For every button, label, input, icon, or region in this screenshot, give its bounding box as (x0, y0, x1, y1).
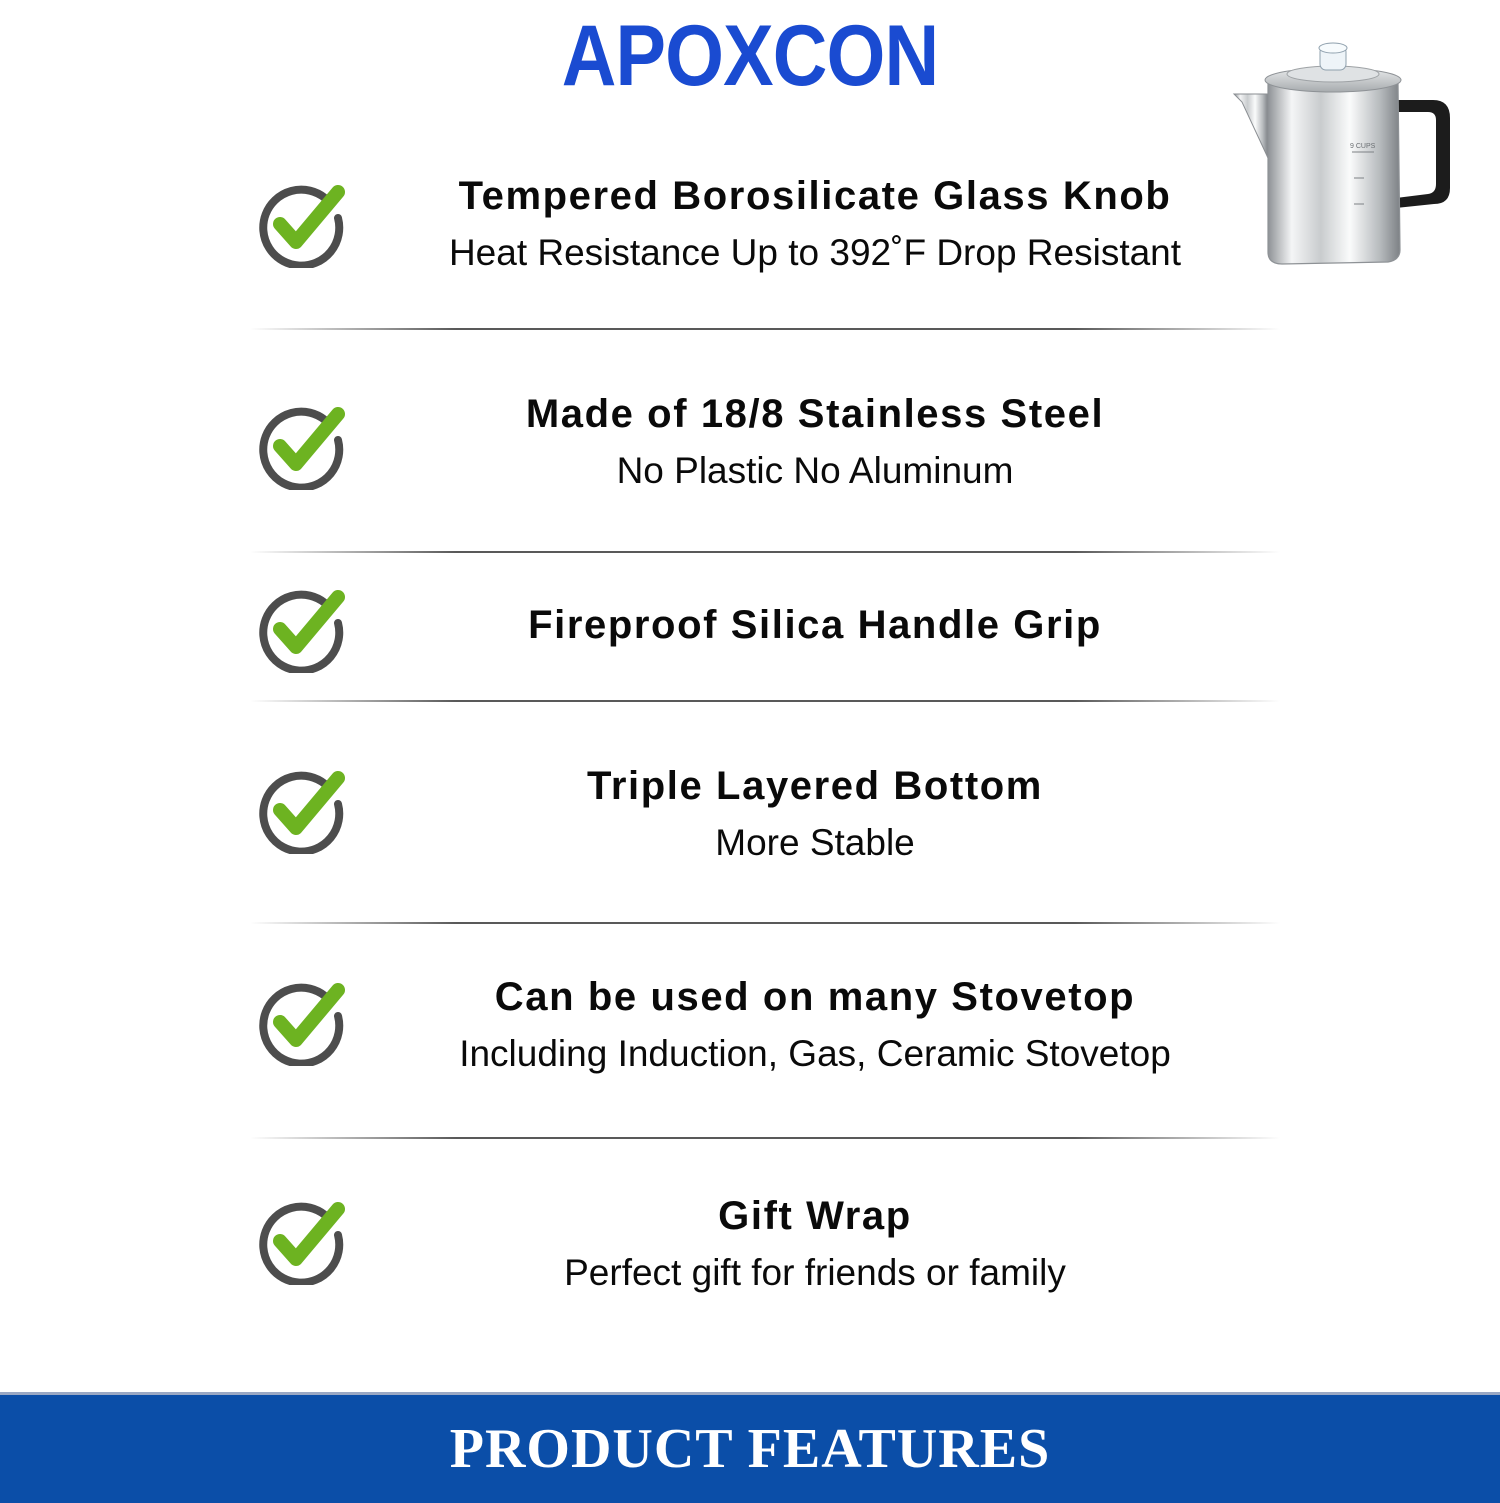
divider (250, 700, 1280, 702)
divider (250, 1137, 1280, 1139)
feature-title: Can be used on many Stovetop (494, 975, 1136, 1019)
feature-title: Triple Layered Bottom (587, 764, 1043, 808)
feature-subtitle: No Plastic No Aluminum (616, 450, 1014, 491)
feature-title: Made of 18/8 Stainless Steel (525, 392, 1105, 436)
feature-title: Gift Wrap (718, 1194, 912, 1238)
feature-title: Fireproof Silica Handle Grip (528, 603, 1102, 647)
checkmark-circle-icon (258, 402, 346, 490)
product-image (1228, 38, 1458, 274)
feature-subtitle: Perfect gift for friends or family (564, 1252, 1066, 1293)
feature-subtitle: More Stable (715, 822, 915, 863)
feature-title: Tempered Borosilicate Glass Knob (458, 174, 1172, 218)
divider (250, 551, 1280, 553)
feature-subtitle: Including Induction, Gas, Ceramic Stovetop (459, 1033, 1171, 1074)
divider (250, 922, 1280, 924)
checkmark-circle-icon (258, 1197, 346, 1285)
brand-logo: APOXCON (561, 8, 939, 104)
feature-subtitle: Heat Resistance Up to 392˚F Drop Resistant (448, 232, 1182, 273)
divider (250, 328, 1280, 330)
footer-banner (0, 1392, 1500, 1503)
checkmark-circle-icon (258, 766, 346, 854)
capacity-marking: 9 CUPS (1350, 143, 1376, 150)
checkmark-circle-icon (258, 180, 346, 268)
footer-title: PRODUCT FEATURES (449, 1418, 1051, 1480)
checkmark-circle-icon (258, 585, 346, 673)
checkmark-circle-icon (258, 978, 346, 1066)
